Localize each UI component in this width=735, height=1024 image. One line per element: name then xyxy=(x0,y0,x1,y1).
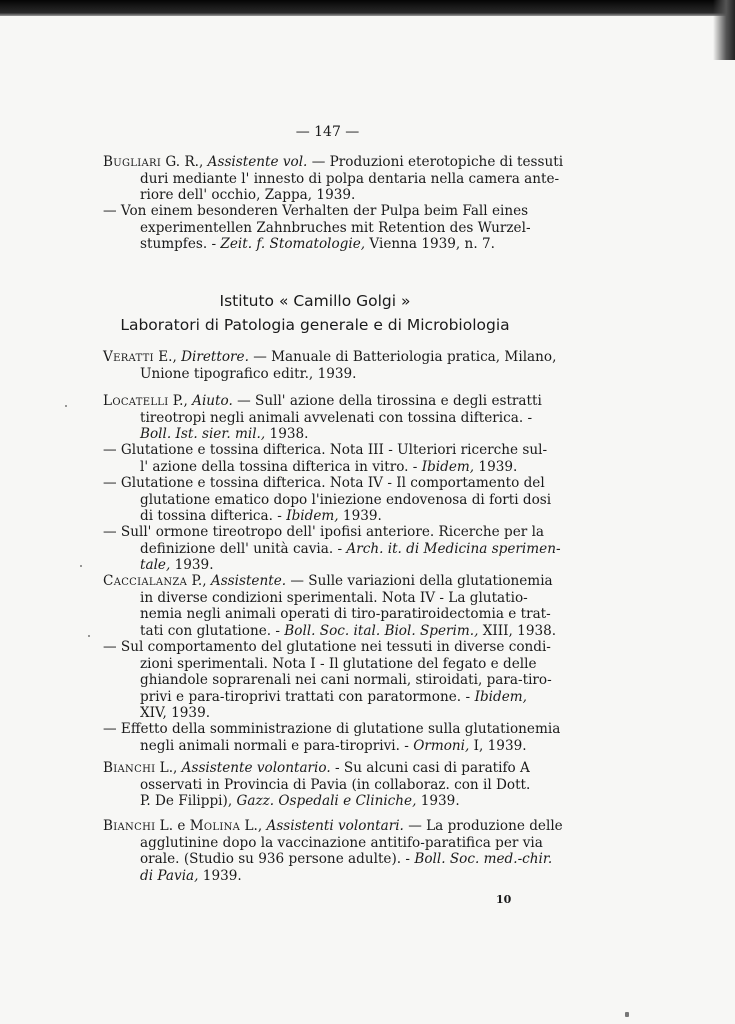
entry-line xyxy=(140,540,561,558)
bibliography-entry xyxy=(103,393,542,443)
author-name: Bugliari xyxy=(103,154,162,170)
entry-line xyxy=(103,349,557,366)
entry-line xyxy=(140,672,552,689)
author-name: Locatelli xyxy=(103,393,169,409)
entry-text: nemia negli animali operati di tiro-paratiroidectomia e trat- xyxy=(140,606,551,622)
entry-text: XIV, 1939. xyxy=(140,705,211,721)
entry-line xyxy=(103,573,553,590)
entry-line xyxy=(140,793,527,810)
entry-line xyxy=(103,760,530,777)
italic-text: di Pavia, xyxy=(140,867,199,884)
entry-text: privi e para-tiroprivi trattati con paratormone. - xyxy=(140,688,475,705)
italic-text: Ormoni, xyxy=(413,737,470,754)
entry-text: — Sull' ormone tireotropo dell' ipofisi anteriore. Ricerche per la xyxy=(103,524,545,540)
bibliography-entry xyxy=(103,475,552,525)
entry-line xyxy=(103,154,564,171)
entry-line xyxy=(103,639,551,656)
bibliography-entry xyxy=(103,524,561,574)
entry-text: L. e xyxy=(155,818,190,834)
entry-text: tati con glutatione. - xyxy=(140,622,285,639)
entry-text: ghiandole soprarenali nei cani normali, stiroidati, para-tiro- xyxy=(140,672,552,688)
entry-line xyxy=(140,170,560,188)
entry-text: P., xyxy=(187,573,211,589)
entry-text: orale. (Studio su 936 persone adulte). - xyxy=(140,851,415,867)
entry-line xyxy=(103,393,542,410)
scan-speck xyxy=(65,405,67,407)
entry-text: tireotropi negli animali avvelenati con tossina difterica. - xyxy=(140,409,533,426)
scan-top-border xyxy=(0,0,735,16)
italic-text: Boll. Soc. ital. Biol. Sperim., xyxy=(284,622,479,639)
entry-line xyxy=(140,557,527,574)
italic-text: Gazz. Ospedali e Cliniche, xyxy=(236,793,417,809)
entry-line xyxy=(140,851,553,868)
entry-line xyxy=(103,475,545,492)
entry-text: XIII, 1938. xyxy=(478,622,557,639)
entry-line xyxy=(140,606,551,623)
entry-text: experimentellen Zahnbruches mit Retention des Wurzel- xyxy=(140,219,531,236)
bibliography-entry xyxy=(103,760,531,810)
scan-speck xyxy=(88,635,90,637)
entry-text: Unione tipografico editr., 1939. xyxy=(140,365,357,382)
entry-text: - Su alcuni casi di paratifo A xyxy=(330,760,530,776)
entry-text: 1939. xyxy=(170,557,214,573)
italic-text: Ibidem, xyxy=(286,508,339,524)
entry-text: agglutinine dopo la vaccinazione antitifo-paratifica per via xyxy=(140,834,543,851)
entry-text: — Manuale di Batteriologia pratica, Milano, xyxy=(248,349,557,365)
italic-text: Zeit. f. Stomatologie, xyxy=(220,236,366,252)
entry-text: l' azione della tossina difterica in vitro. - xyxy=(140,458,422,475)
entry-text: di tossina difterica. - xyxy=(140,508,287,524)
entry-line xyxy=(103,818,563,835)
entry-line xyxy=(140,776,531,794)
entry-text: osservati in Provincia di Pavia (in collaboraz. con il Dott. xyxy=(140,776,531,793)
bibliography-entry xyxy=(103,818,563,884)
entry-text: Vienna 1939, n. 7. xyxy=(365,236,495,252)
entry-line xyxy=(103,442,548,459)
bibliography-entry xyxy=(103,639,552,722)
entry-line xyxy=(103,721,561,738)
entry-line xyxy=(140,459,527,476)
entry-line xyxy=(140,622,557,640)
entry-text: L., xyxy=(240,818,267,834)
italic-text: Boll. Ist. sier. mil., xyxy=(140,426,266,442)
section-heading-institute: Istituto « Camillo Golgi » xyxy=(219,292,411,310)
entry-line xyxy=(103,203,527,220)
entry-text: — Von einem besonderen Verhalten der Pulpa beim Fall eines xyxy=(103,203,529,219)
italic-text: tale, xyxy=(140,557,171,573)
italic-text: Ibidem, xyxy=(421,458,475,475)
entry-text: L., xyxy=(155,760,182,776)
entry-line xyxy=(140,868,527,885)
entry-line xyxy=(140,219,531,237)
entry-text: definizione dell' unità cavia. - xyxy=(140,540,347,557)
entry-text: — Glutatione e tossina difterica. Nota III - Ulteriori ricerche sul- xyxy=(103,442,548,458)
entry-line xyxy=(140,426,527,443)
scan-speck xyxy=(625,1012,629,1017)
entry-line xyxy=(140,236,527,253)
entry-line xyxy=(103,524,545,541)
entry-text: — Glutatione e tossina difterica. Nota IV - Il comportamento del xyxy=(103,475,545,491)
bibliography-entry xyxy=(103,721,561,754)
italic-text: Assistenti volontari. xyxy=(266,818,404,834)
entry-text: glutatione ematico dopo l'iniezione endovenosa di forti dosi xyxy=(140,491,552,508)
entry-line xyxy=(140,834,543,852)
entry-text: 1938. xyxy=(265,426,309,442)
author-name: Bianchi xyxy=(103,818,156,834)
entry-line xyxy=(140,508,527,525)
entry-text: E., xyxy=(153,349,182,365)
entry-text: I, 1939. xyxy=(469,737,527,754)
entry-text: zioni sperimentali. Nota I - Il glutatione del fegato e delle xyxy=(140,655,537,672)
entry-text: P. De Filippi), xyxy=(140,793,237,809)
entry-line xyxy=(140,491,552,509)
author-name: Caccialanza xyxy=(103,573,188,589)
entry-line xyxy=(140,738,527,755)
entry-text: P., xyxy=(168,393,193,409)
entry-text: duri mediante l' innesto di polpa dentaria nella camera ante- xyxy=(140,170,560,187)
scan-speck xyxy=(80,565,82,567)
entry-text: riore dell' occhio, Zappa, 1939. xyxy=(140,187,356,203)
bibliography-entry xyxy=(103,442,548,475)
italic-text: Arch. it. di Medicina sperimen- xyxy=(346,540,561,557)
entry-text: — Sul comportamento del glutatione nei tessuti in diverse condi- xyxy=(103,639,551,655)
italic-text: Ibidem, xyxy=(474,688,527,705)
entry-text: — Produzioni eterotopiche di tessuti xyxy=(307,154,564,170)
entry-text: — Effetto della somministrazione di glutatione sulla glutationemia xyxy=(103,721,561,737)
italic-text: Aiuto. xyxy=(192,393,233,409)
entry-line xyxy=(140,689,527,706)
entry-text: 1939. xyxy=(198,867,242,884)
italic-text: Assistente volontario. xyxy=(181,760,331,776)
entry-text: G. R., xyxy=(161,154,208,170)
italic-text: Assistente. xyxy=(210,573,287,589)
entry-text: 1939. xyxy=(338,508,382,524)
entry-line xyxy=(140,409,533,427)
entry-text: — La produzione delle xyxy=(403,818,563,834)
entry-line xyxy=(140,705,527,722)
entry-text: stumpfes. - xyxy=(140,236,221,252)
entry-text: 1939. xyxy=(474,458,518,475)
page-number: — 147 — xyxy=(295,124,360,140)
bibliography-entry xyxy=(103,349,557,382)
entry-line xyxy=(140,590,527,607)
bibliography-entry xyxy=(103,573,557,639)
entry-text: — Sulle variazioni della glutationemia xyxy=(286,573,553,589)
entry-line xyxy=(140,655,537,673)
entry-text: negli animali normali e para-tiroprivi. - xyxy=(140,737,414,754)
entry-line xyxy=(140,187,527,204)
author-name: Veratti xyxy=(103,349,154,365)
bibliography-entry xyxy=(103,154,564,204)
entry-text: in diverse condizioni sperimentali. Nota IV - La glutatio- xyxy=(140,589,528,606)
scan-right-edge xyxy=(713,0,735,60)
italic-text: Boll. Soc. med.-chir. xyxy=(414,851,553,867)
italic-text: Assistente vol. xyxy=(207,154,308,170)
author-name: Molina xyxy=(189,818,241,834)
italic-text: Direttore. xyxy=(181,349,249,365)
section-heading-laboratory: Laboratori di Patologia generale e di Microbiologia xyxy=(120,316,510,334)
entry-text: 1939. xyxy=(416,793,460,809)
author-name: Bianchi xyxy=(103,760,156,776)
entry-line xyxy=(140,366,527,383)
bibliography-entry xyxy=(103,203,531,253)
signature-mark: 10 xyxy=(496,893,512,906)
entry-text: — Sull' azione della tirossina e degli estratti xyxy=(232,393,542,409)
